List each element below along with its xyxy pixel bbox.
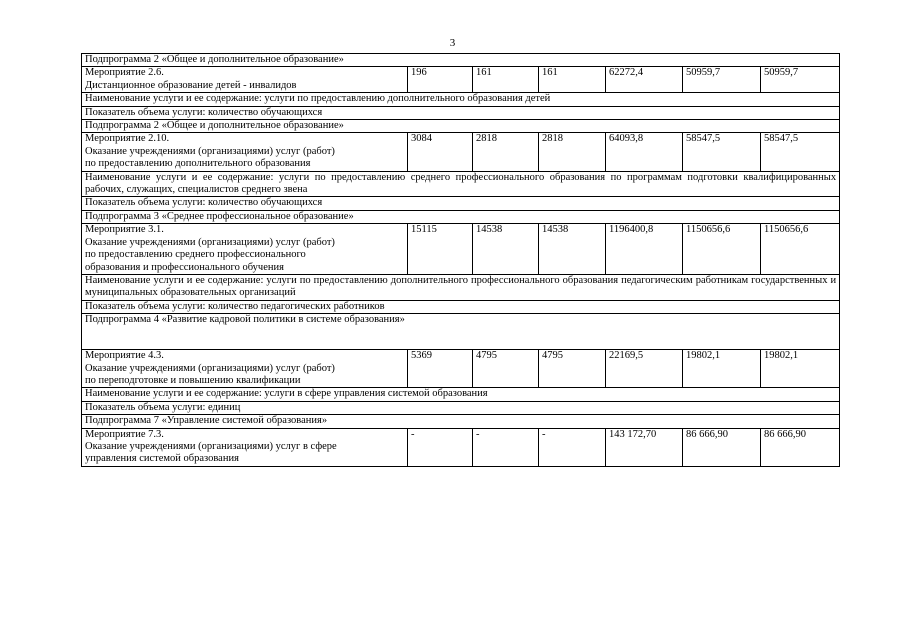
value-cell: 50959,7	[761, 67, 840, 93]
value-cell: -	[408, 428, 473, 466]
subprogram-title: Подпрограмма 2 «Общее и дополнительное образование»	[82, 54, 840, 67]
value-cell: -	[473, 428, 539, 466]
subprogram-row	[82, 120, 840, 133]
page-number: 3	[449, 37, 456, 49]
service-row	[82, 171, 840, 197]
value-cell: 196	[408, 67, 473, 93]
value-cell: 1150656,6	[761, 224, 840, 275]
measure-name-cell	[82, 350, 408, 388]
value-cell: 58547,5	[683, 133, 761, 171]
value-cell: 161	[539, 67, 606, 93]
measure-row	[82, 133, 840, 171]
volume-indicator: Показатель объема услуги: единиц	[82, 401, 840, 414]
measure-line: Оказание учреждениями (организациями) услуг (работ)	[85, 145, 335, 157]
volume-indicator: Показатель объема услуги: количество педагогических работников	[82, 300, 840, 313]
indicator-row	[82, 106, 840, 119]
value-cell: 1150656,6	[683, 224, 761, 275]
measure-line: Оказание учреждениями (организациями) услуг в сфере	[85, 440, 337, 452]
value-cell: 86 666,90	[683, 428, 761, 466]
measure-title: Мероприятие 7.3.	[85, 428, 164, 440]
value-cell: 3084	[408, 133, 473, 171]
value-cell: 50959,7	[683, 67, 761, 93]
measure-line: по предоставлению среднего профессионального	[85, 249, 306, 261]
service-description: Наименование услуги и ее содержание: услуги по предоставлению дополнительного образования детей	[82, 93, 840, 106]
value-cell: 1196400,8	[606, 224, 683, 275]
value-cell: 2818	[539, 133, 606, 171]
measure-line: по предоставлению дополнительного образования	[85, 158, 311, 170]
value-cell: 2818	[473, 133, 539, 171]
measure-name-cell	[82, 224, 408, 275]
indicator-row	[82, 300, 840, 313]
value-cell: 19802,1	[761, 350, 840, 388]
service-row	[82, 93, 840, 106]
measure-name-cell	[82, 133, 408, 171]
service-row	[82, 388, 840, 401]
subprogram-row	[82, 415, 840, 428]
subprogram-title: Подпрограмма 3 «Среднее профессиональное образование»	[82, 210, 840, 223]
value-cell: 19802,1	[683, 350, 761, 388]
service-description: Наименование услуги и ее содержание: услуги по предоставлению дополнительного профессионального образования педагогическим работникам государственных и муниципальных образовательных организаций	[82, 274, 840, 300]
subprogram-row	[82, 210, 840, 223]
volume-indicator: Показатель объема услуги: количество обучающихся	[82, 197, 840, 210]
measure-row	[82, 350, 840, 388]
value-cell: 14538	[473, 224, 539, 275]
indicator-row	[82, 197, 840, 210]
value-cell: 22169,5	[606, 350, 683, 388]
value-cell: -	[539, 428, 606, 466]
subprogram-title: Подпрограмма 7 «Управление системой образования»	[82, 415, 840, 428]
measure-title: Мероприятие 2.6.	[85, 67, 164, 79]
indicator-row	[82, 401, 840, 414]
service-description: Наименование услуги и ее содержание: услуги по предоставлению среднего профессионального образования по программам подготовки квалифицированных рабочих, служащих, специалистов среднего звена	[82, 171, 840, 197]
measure-line: Оказание учреждениями (организациями) услуг (работ)	[85, 362, 335, 374]
subprogram-title: Подпрограмма 4 «Развитие кадровой политики в системе образования»	[82, 314, 840, 350]
measure-line: Оказание учреждениями (организациями) услуг (работ)	[85, 236, 335, 248]
measure-name-cell	[82, 67, 408, 93]
value-cell: 64093,8	[606, 133, 683, 171]
subprogram-row	[82, 54, 840, 67]
subprogram-row	[82, 314, 840, 350]
measure-row	[82, 224, 840, 275]
value-cell: 14538	[539, 224, 606, 275]
value-cell: 4795	[539, 350, 606, 388]
subprogram-title: Подпрограмма 2 «Общее и дополнительное образование»	[82, 120, 840, 133]
measure-line: управления системой образования	[85, 453, 239, 465]
value-cell: 15115	[408, 224, 473, 275]
volume-indicator: Показатель объема услуги: количество обучающихся	[82, 106, 840, 119]
value-cell: 62272,4	[606, 67, 683, 93]
service-row	[82, 274, 840, 300]
measure-row	[82, 428, 840, 466]
measure-line: образования и профессионального обучения	[85, 261, 284, 273]
measure-line: по переподготовке и повышению квалификации	[85, 374, 301, 386]
services-table	[81, 53, 840, 467]
value-cell: 5369	[408, 350, 473, 388]
value-cell: 161	[473, 67, 539, 93]
service-description: Наименование услуги и ее содержание: услуги в сфере управления системой образования	[82, 388, 840, 401]
value-cell: 4795	[473, 350, 539, 388]
value-cell: 143 172,70	[606, 428, 683, 466]
measure-title: Мероприятие 3.1.	[85, 224, 164, 236]
measure-title: Мероприятие 4.3.	[85, 350, 164, 362]
measure-title: Мероприятие 2.10.	[85, 133, 170, 145]
value-cell: 58547,5	[761, 133, 840, 171]
value-cell: 86 666,90	[761, 428, 840, 466]
measure-row	[82, 67, 840, 93]
measure-line: Дистанционное образование детей - инвалидов	[85, 79, 297, 91]
measure-name-cell	[82, 428, 408, 466]
